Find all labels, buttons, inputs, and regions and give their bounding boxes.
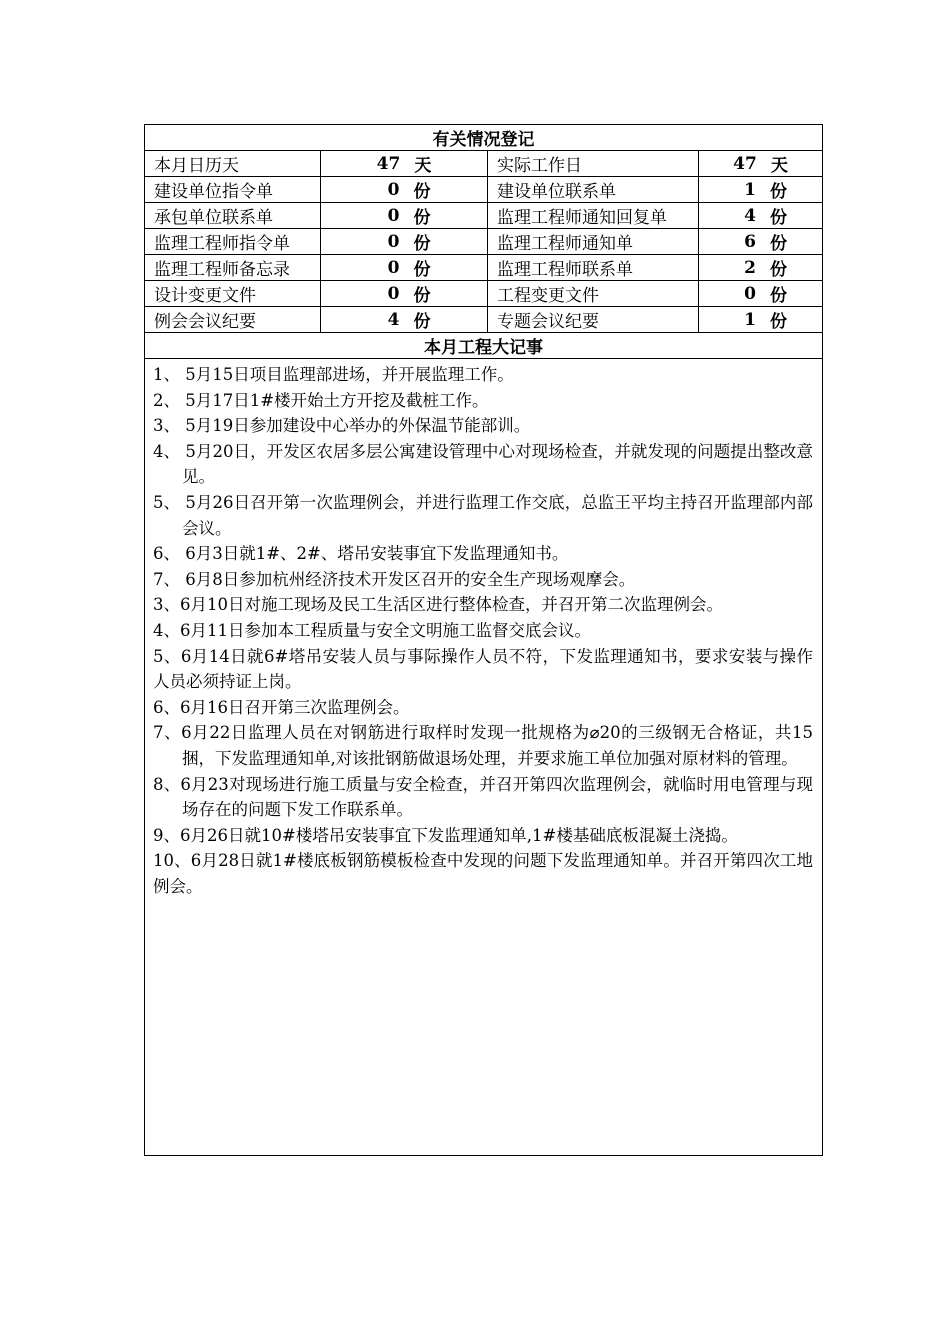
count-value: 0 [387,205,400,226]
row-value [321,177,487,202]
row-value [321,151,487,176]
row-label: 建设单位联系单 [497,182,616,202]
register-row [145,229,822,255]
unit: 份 [770,286,787,306]
unit: 份 [770,208,787,228]
count-value: 4 [744,205,756,226]
unit: 份 [770,182,787,202]
row-label: 监理工程师通知单 [497,234,633,254]
event-item: 8、6月23对现场进行施工质量与安全检查，并召开第四次监理例会，就临时用电管理与现场存在的问题下发工作联系单。 [153,774,813,820]
count-value: 1 [744,179,756,200]
row-label: 设计变更文件 [154,286,256,306]
row-value [699,177,822,202]
row-label: 本月日历天 [154,156,239,176]
event-item: 7、 6月8日参加杭州经济技术开发区召开的安全生产现场观摩会。 [153,569,636,589]
row-value [699,281,822,306]
register-row [145,151,822,177]
row-label: 承包单位联系单 [154,208,273,228]
row-value [699,151,822,176]
unit: 天 [770,156,788,176]
row-value [321,203,487,228]
unit: 份 [413,182,431,202]
unit: 份 [770,260,787,280]
events-list [145,359,822,899]
event-item: 10、6月28日就1#楼底板钢筋模板检查中发现的问题下发监理通知单。并召开第四次工地例会。 [153,851,813,896]
row-label: 监理工程师通知回复单 [497,208,667,228]
register-title: 有关情况登记 [145,125,822,151]
count-value: 0 [387,179,400,200]
event-item: 5、 5月26日召开第一次监理例会，并进行监理工作交底，总监王平均主持召开监理部内部会议。 [153,492,813,538]
event-item: 3、 5月19日参加建设中心举办的外保温节能部训。 [153,416,531,436]
unit: 份 [413,208,431,228]
event-item: 9、6月26日就10#楼塔吊安装事宜下发监理通知单,1#楼基础底板混凝土浇捣。 [153,825,738,845]
row-label: 监理工程师指令单 [154,234,290,254]
row-label: 工程变更文件 [497,286,599,306]
count-value: 4 [387,309,400,330]
row-value [699,229,822,254]
count-value: 47 [376,153,401,174]
register-row [145,177,822,203]
unit: 份 [413,312,431,332]
unit: 份 [413,260,431,280]
count-value: 6 [744,231,756,252]
row-label: 建设单位指令单 [154,182,273,202]
event-item: 1、 5月15日项目监理部进场，并开展监理工作。 [153,365,514,384]
event-item: 4、 5月20日，开发区农居多层公寓建设管理中心对现场检查，并就发现的问题提出整改意见。 [153,441,813,487]
event-item: 3、6月10日对施工现场及民工生活区进行整体检查，并召开第二次监理例会。 [153,595,723,615]
event-item: 5、6月14日就6#塔吊安装人员与事际操作人员不符，下发监理通知书，要求安装与操作人员必须持证上岗。 [153,646,813,692]
row-value [321,255,487,280]
register-row [145,255,822,281]
event-item: 6、6月16日召开第三次监理例会。 [153,697,410,717]
count-value: 0 [387,283,400,304]
row-label: 实际工作日 [497,156,582,176]
row-value [699,203,822,228]
count-value: 0 [744,283,756,304]
register-row [145,307,822,333]
count-value: 1 [744,309,756,330]
events-title: 本月工程大记事 [145,333,822,359]
unit: 份 [413,286,431,306]
event-item: 4、6月11日参加本工程质量与安全文明施工监督交底会议。 [153,620,591,640]
event-item: 6、 6月3日就1#、2#、塔吊安装事宜下发监理通知书。 [153,544,569,564]
report-form [144,124,823,1156]
row-value [699,307,822,332]
count-value: 2 [744,257,756,278]
count-value: 0 [387,231,400,252]
unit: 天 [414,156,432,176]
event-item: 2、 5月17日1#楼开始土方开挖及截桩工作。 [153,390,489,410]
row-value [321,307,487,332]
unit: 份 [770,234,787,254]
row-value [699,255,822,280]
register-row [145,281,822,307]
row-label: 例会会议纪要 [154,312,256,332]
register-row [145,203,822,229]
row-value [321,281,487,306]
row-label: 监理工程师备忘录 [154,260,290,280]
event-item: 7、6月22日监理人员在对钢筋进行取样时发现一批规格为⌀20的三级钢无合格证，共15捆，下发监理通知单,对该批钢筋做退场处理，并要求施工单位加强对原材料的管理。 [153,723,813,768]
row-label: 专题会议纪要 [497,312,599,332]
unit: 份 [413,234,431,254]
count-value: 47 [733,153,757,174]
unit: 份 [770,312,787,332]
row-value [321,229,487,254]
count-value: 0 [387,257,400,278]
row-label: 监理工程师联系单 [497,260,633,280]
